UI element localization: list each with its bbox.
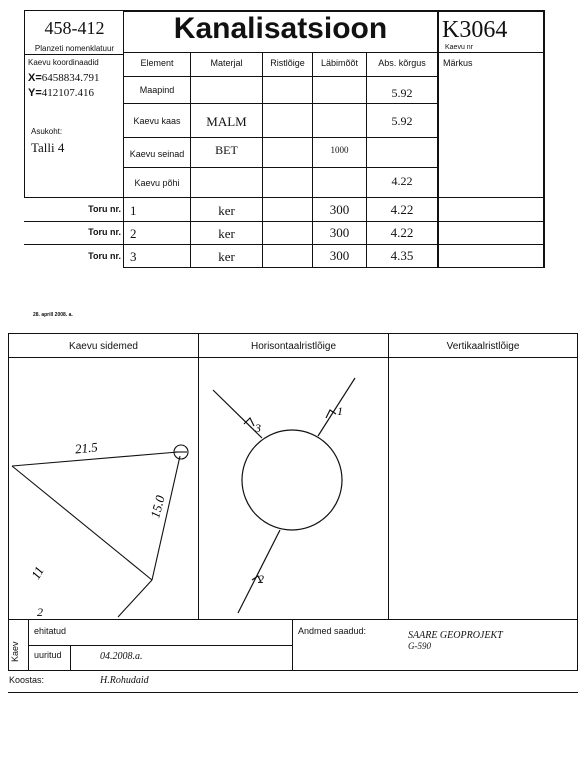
coords-label: Kaevu koordinaadid — [28, 58, 99, 67]
pipe-labimoot: 300 — [329, 225, 350, 240]
row-element: Kaevu seinad — [129, 149, 185, 159]
coord-x: X=6458834.791 — [28, 72, 100, 84]
row-korgus: 4.22 — [391, 174, 413, 188]
row-korgus: 5.92 — [391, 114, 413, 128]
col-horisontaal: Horisontaalristlõige — [250, 341, 337, 352]
row-materjal: BET — [215, 143, 238, 157]
page-title: Kanalisatsioon — [173, 12, 388, 45]
location-label: Asukoht: — [31, 127, 63, 136]
plan-label: Planzeti nomenklatuur — [34, 44, 115, 53]
location-value: Talli 4 — [31, 140, 65, 155]
pipe-korgus: 4.22 — [390, 202, 414, 217]
pipe-labimoot: 300 — [329, 248, 350, 263]
pipe-mark-1: 1 — [337, 404, 343, 418]
row-labimoot: 1000 — [330, 145, 349, 155]
coord-y: Y=412107.416 — [28, 87, 95, 99]
koostas-value: H.Rohudaid — [100, 675, 149, 686]
col-ristloige: Ristlõige — [270, 58, 305, 68]
dim-label-4: 2 — [37, 605, 43, 619]
pipe-korgus: 4.22 — [390, 225, 414, 240]
company-name: SAARE GEOPROJEKT — [408, 630, 503, 641]
well-circle-icon — [242, 430, 342, 530]
pipe-nr: 3 — [130, 249, 137, 264]
pipe-mark-3: 3 — [255, 421, 261, 435]
pipe-mark-2: 2 — [258, 572, 264, 586]
pipe-nr: 1 — [130, 203, 137, 218]
dim-label-2: 15.0 — [147, 493, 168, 520]
row-korgus: 5.92 — [391, 86, 413, 100]
kaev-label: Kaev — [10, 641, 20, 662]
ehitatud-label: ehitatud — [34, 626, 67, 636]
pipe-korgus: 4.35 — [390, 248, 414, 263]
koostas-label: Koostas: — [9, 675, 45, 685]
pipe-label: Toru nr. — [88, 251, 121, 261]
row-element: Maapind — [139, 85, 175, 95]
pipe-labimoot: 300 — [329, 202, 350, 217]
cross-section — [213, 378, 355, 613]
pipe-label: Toru nr. — [88, 204, 121, 214]
col-vertikaal: Vertikaalristlõige — [446, 341, 520, 352]
pipe-nr: 2 — [130, 226, 137, 241]
plan-id: 458-412 — [44, 18, 105, 38]
pipe-materjal: ker — [218, 249, 235, 264]
date-stamp: 28. aprill 2008. a. — [33, 312, 73, 318]
well-id: K3064 — [442, 17, 508, 43]
dim-label-3: 11 — [27, 563, 47, 582]
row-materjal: MALM — [206, 114, 247, 129]
col-labimoot: Läbimõõt — [320, 58, 359, 68]
row-element: Kaevu põhi — [134, 178, 180, 188]
col-materjal: Materjal — [210, 58, 243, 68]
pipe-materjal: ker — [218, 203, 235, 218]
col-element: Element — [140, 58, 174, 68]
row-element: Kaevu kaas — [133, 116, 181, 126]
pipe-label: Toru nr. — [88, 227, 121, 237]
dim-label-1: 21.5 — [74, 439, 99, 457]
andmed-label: Andmed saadud: — [298, 626, 367, 636]
company-code: G-590 — [408, 641, 431, 651]
ties-lines — [12, 445, 188, 617]
pipe-materjal: ker — [218, 226, 235, 241]
uuritud-label: uuritud — [34, 650, 62, 660]
uuritud-date: 04.2008.a. — [100, 651, 143, 662]
col-kaevu-sidemed: Kaevu sidemed — [69, 341, 138, 352]
well-label: Kaevu nr — [445, 44, 474, 51]
col-markus: Märkus — [443, 58, 473, 68]
col-korgus: Abs. kõrgus — [378, 58, 426, 68]
